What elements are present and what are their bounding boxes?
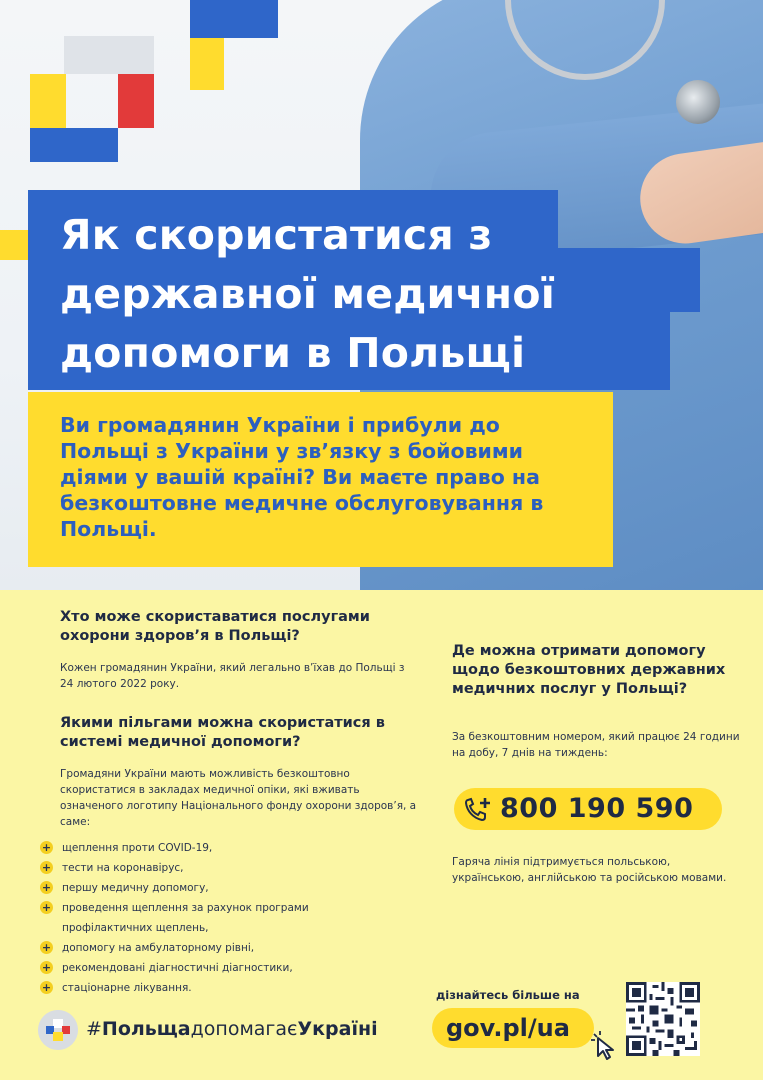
page-subtitle: Ви громадянин України і прибули до Польщі з України у зв’язку з бойовими діями у вашій країні? Ви маєте право на безкоштовне медичне обслуговування в Польщі. — [60, 413, 544, 541]
decor-square-yellow-left — [30, 74, 66, 128]
who-can-use-text: Кожен громадянин України, який легально в’їхав до Польщі з 24 лютого 2022 року. — [60, 662, 405, 690]
where-heading: Де можна отримати допомогу щодо безкоштовних державних медичних послуг у Польщі? — [452, 643, 726, 697]
phone-plus-icon — [463, 795, 495, 823]
who-can-use-heading: Хто може скориставатися послугами охорони здоров’я в Польщі? — [60, 609, 370, 644]
decor-square-yellow-edge — [0, 230, 28, 260]
decor-square-gray — [64, 36, 154, 74]
right-column — [452, 642, 742, 761]
list-item: + проведення щеплення за рахунок програми — [41, 901, 309, 914]
list-item: + першу медичну допомогу, — [41, 881, 209, 894]
decor-square-red — [118, 74, 154, 128]
website-link[interactable]: gov.pl/ua — [446, 1014, 570, 1042]
plus-icon: + — [41, 861, 52, 874]
click-cursor-icon — [590, 1030, 622, 1062]
list-item: + щеплення проти COVID-19, — [41, 841, 213, 854]
phone-number[interactable]: 800 190 590 — [500, 793, 694, 824]
page-title: Як скористатися з державної медичної допомоги в Польщі — [60, 211, 555, 377]
learn-more-label: дізнайтесь більше на — [436, 988, 580, 1002]
plus-icon: + — [41, 841, 52, 854]
list-item-continuation: профілактичних щеплень, — [62, 922, 209, 934]
list-item: + тести на коронавірус, — [41, 861, 184, 874]
qr-code[interactable] — [626, 982, 700, 1056]
stethoscope-head — [676, 80, 720, 124]
benefits-text: Громадяни України мають можливість безкоштовно скористатися в закладах медичної опіки, які вживать означеного логотипу Національного фонду охорони здоров’я, а саме: — [60, 768, 417, 828]
plus-icon: + — [41, 961, 52, 974]
benefits-heading: Якими пільгами можна скористатися в системі медичної допомоги? — [60, 715, 385, 750]
plus-icon: + — [41, 881, 52, 894]
left-column — [60, 608, 420, 830]
hotline-languages: Гаряча лінія підтримується польською, українською, англійською та російською мовами. — [452, 856, 727, 884]
decor-square-yellow-top — [190, 38, 224, 90]
hotline-intro: За безкоштовним номером, який працює 24 години на добу, 7 днів на тиждень: — [452, 731, 740, 759]
hashtag: #ПольщадопомагаєУкраїні — [86, 1018, 378, 1040]
plus-icon: + — [41, 941, 52, 954]
list-item: + рекомендовані діагностичні діагностики, — [41, 961, 293, 974]
plus-icon: + — [41, 901, 52, 914]
benefits-list — [40, 838, 420, 998]
list-item: + стаціонарне лікування. — [41, 981, 192, 994]
plus-icon: + — [41, 981, 52, 994]
list-item: + допомогу на амбулаторному рівні, — [41, 941, 255, 954]
decor-square-blue-top — [190, 0, 278, 38]
poland-helps-logo — [38, 1010, 78, 1050]
decor-square-blue-bottom — [30, 128, 118, 162]
